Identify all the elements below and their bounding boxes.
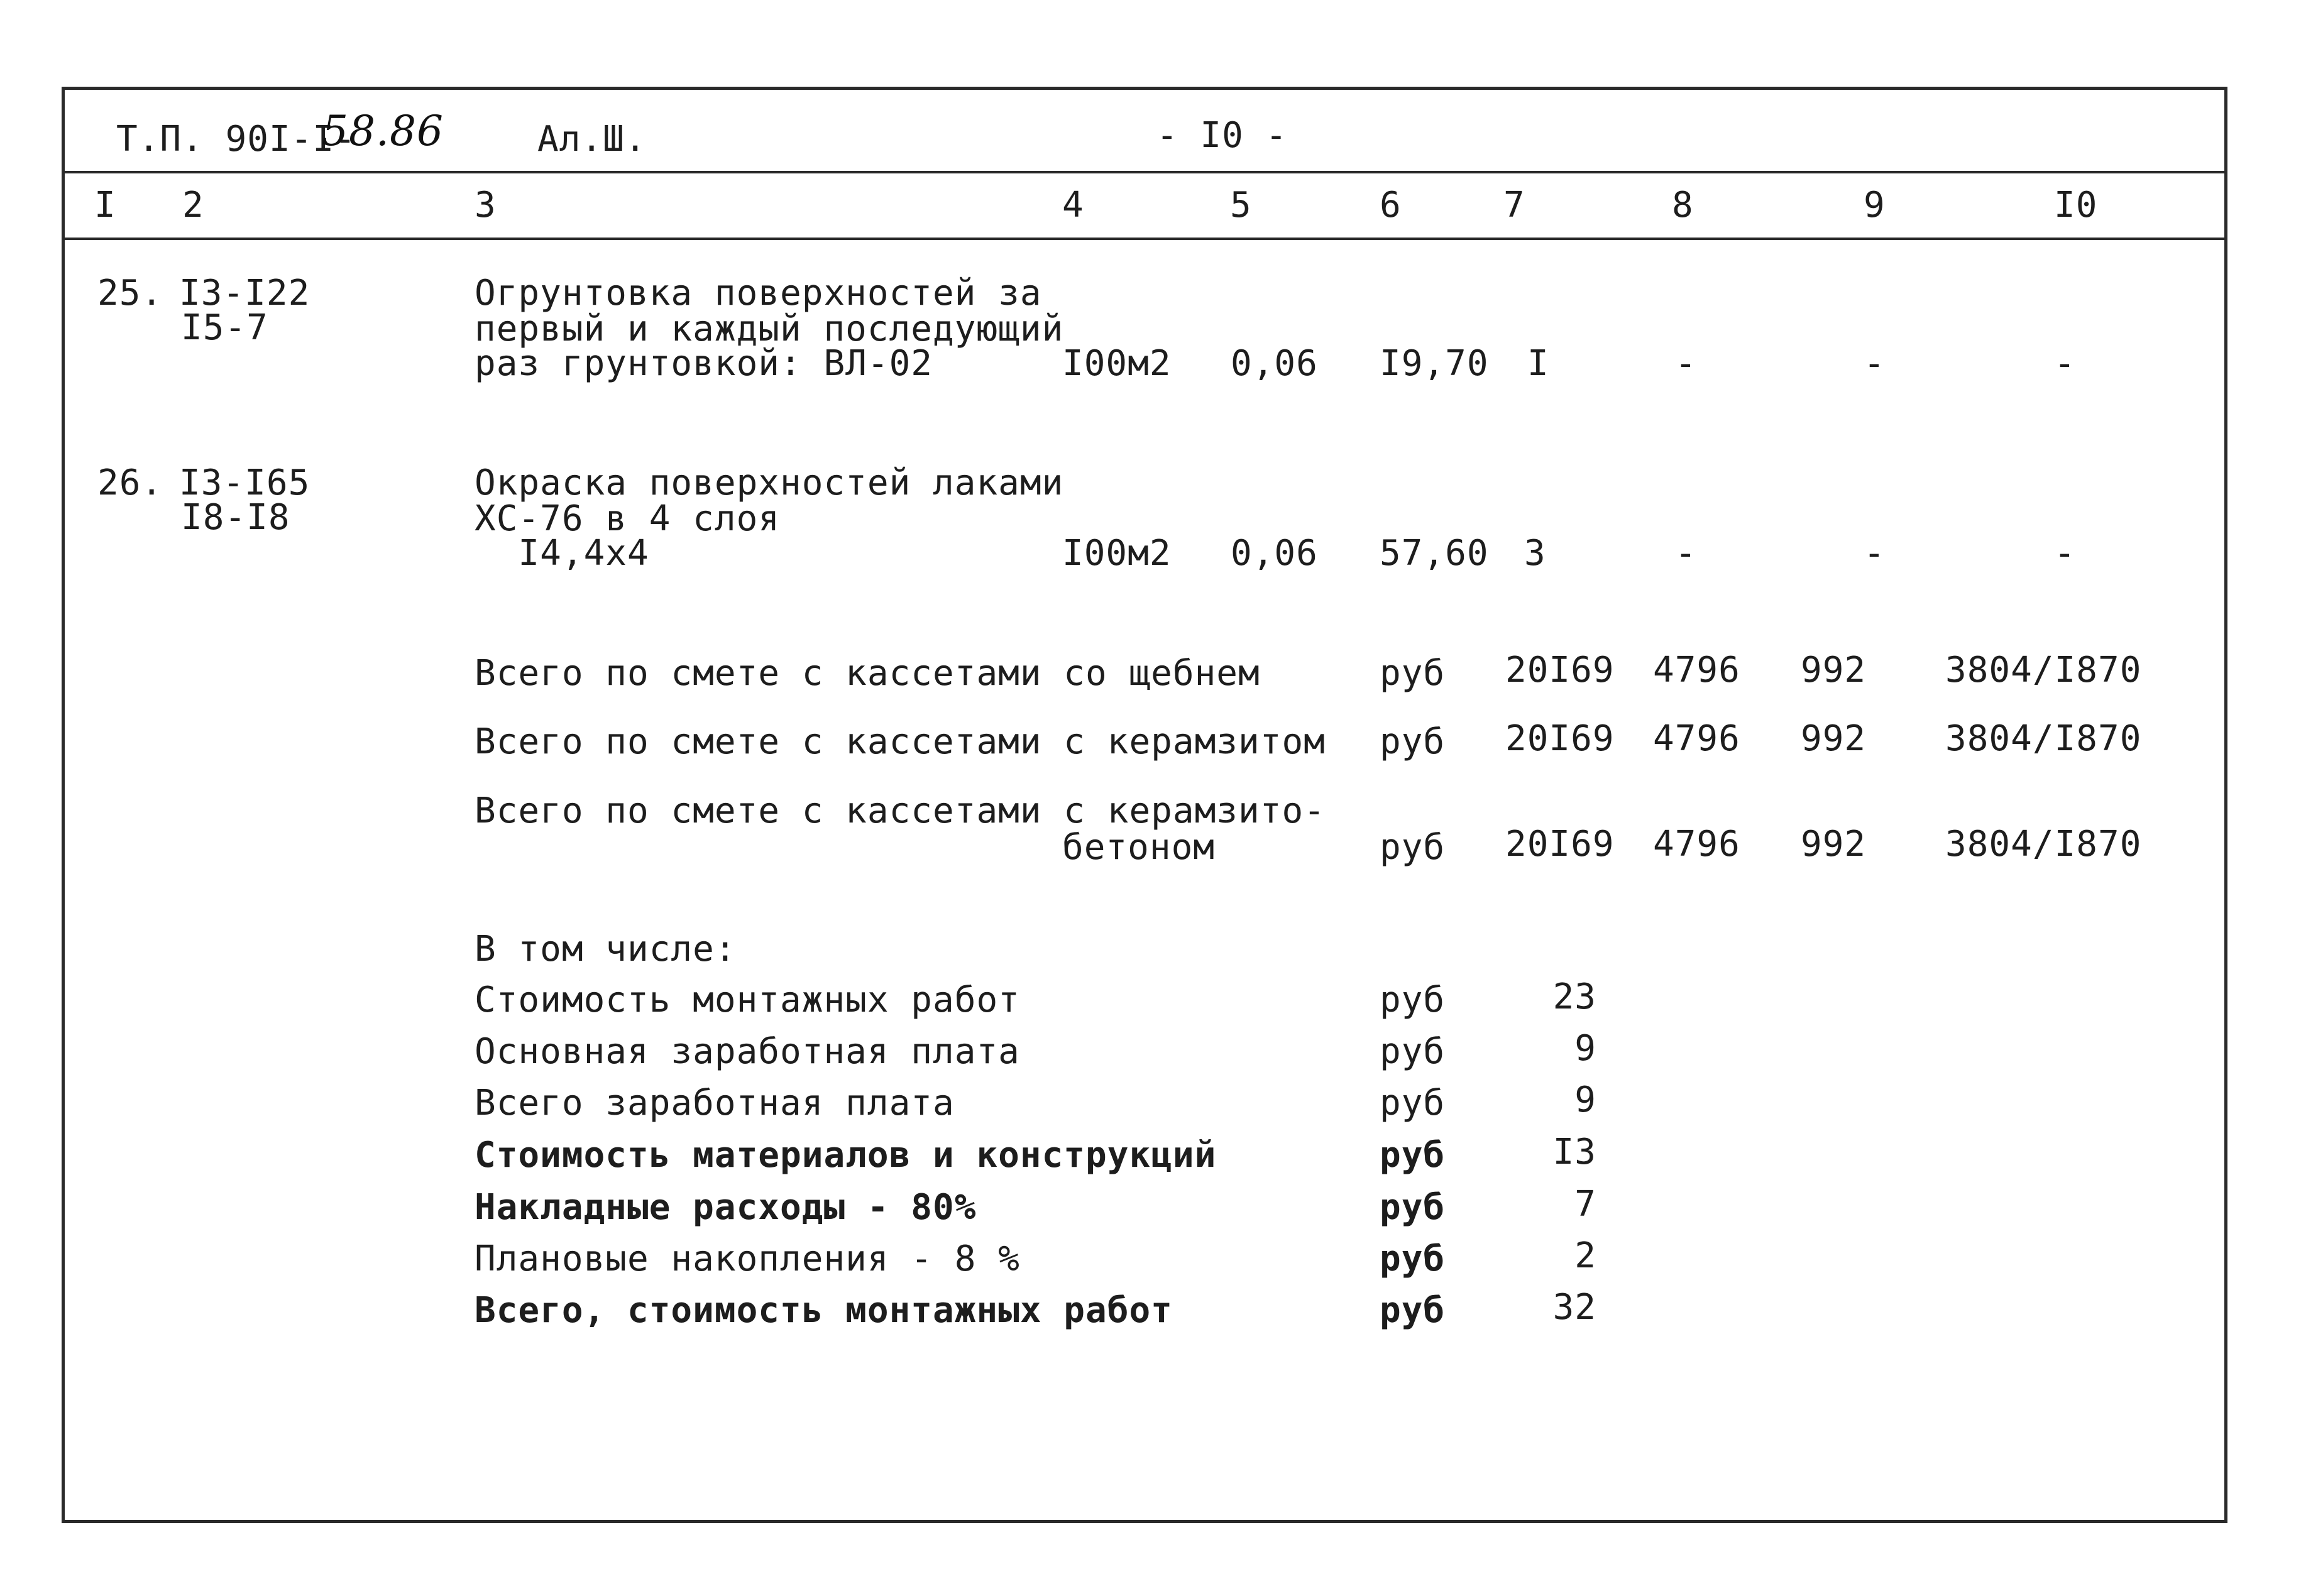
row-col8: - <box>1675 343 1697 384</box>
total-label: Всего по смете с кассетами со щебнем <box>475 653 1260 694</box>
row-code: I3-I22 <box>179 273 310 314</box>
breakdown-value: 23 <box>1552 976 1596 1017</box>
row-col8: - <box>1675 533 1697 574</box>
col-header-2: 2 <box>182 185 204 226</box>
row-quantity: 0,06 <box>1231 343 1318 384</box>
row-col7: 3 <box>1524 533 1546 574</box>
row-unit-price: I9,70 <box>1380 343 1489 384</box>
row-description-line: раз грунтовкой: ВЛ-02 <box>475 343 933 384</box>
col-header-6: 6 <box>1380 185 1402 226</box>
breakdown-label: Основная заработная плата <box>475 1031 1020 1072</box>
total-col10: 3804/I870 <box>1945 824 2142 865</box>
total-col7: 20I69 <box>1505 650 1615 691</box>
total-label-continuation: бетоном <box>1062 827 1216 868</box>
breakdown-unit: руб <box>1380 1083 1446 1123</box>
row-unit-price: 57,60 <box>1380 533 1489 574</box>
col-header-7: 7 <box>1503 185 1525 226</box>
row-col10: - <box>2054 533 2076 574</box>
col-header-5: 5 <box>1230 185 1252 226</box>
total-col8: 4796 <box>1653 650 1740 691</box>
col-header-1: I <box>94 185 116 226</box>
total-col9: 992 <box>1801 824 1867 865</box>
row-quantity: 0,06 <box>1231 533 1318 574</box>
total-label: Всего по смете с кассетами с керамзито- <box>475 790 1326 831</box>
breakdown-value: 9 <box>1574 1028 1596 1069</box>
header-rule <box>62 171 2227 173</box>
column-header-rule <box>62 238 2227 240</box>
row-code: I5-7 <box>181 307 268 348</box>
breakdown-unit: руб <box>1380 1290 1446 1331</box>
row-description-line: первый и каждый последующий <box>475 309 1064 349</box>
breakdown-value: 32 <box>1552 1287 1596 1328</box>
breakdown-unit: руб <box>1380 980 1446 1020</box>
breakdown-label: Всего, стоимость монтажных работ <box>475 1290 1173 1331</box>
total-col8: 4796 <box>1653 718 1740 759</box>
row-description-line: ХС-76 в 4 слоя <box>475 498 781 539</box>
row-col10: - <box>2054 343 2076 384</box>
row-number: 26. <box>97 462 163 503</box>
row-code: I8-I8 <box>181 497 290 538</box>
album-label: Ал.Ш. <box>537 119 647 160</box>
total-col9: 992 <box>1801 650 1867 691</box>
col-header-3: 3 <box>475 185 497 226</box>
total-col7: 20I69 <box>1505 824 1615 865</box>
breakdown-value: I3 <box>1552 1132 1596 1172</box>
breakdown-label: Плановые накопления - 8 % <box>475 1238 1020 1279</box>
page-number: - I0 - <box>1156 115 1288 156</box>
row-col7: I <box>1527 343 1549 384</box>
total-col10: 3804/I870 <box>1945 650 2142 691</box>
breakdown-unit: руб <box>1380 1238 1446 1279</box>
breakdown-unit: руб <box>1380 1187 1446 1228</box>
col-header-9: 9 <box>1864 185 1886 226</box>
total-label: Всего по смете с кассетами с керамзитом <box>475 721 1326 762</box>
breakdown-value: 9 <box>1574 1079 1596 1120</box>
breakdown-label: Накладные расходы - 80% <box>475 1187 977 1228</box>
total-col8: 4796 <box>1653 824 1740 865</box>
total-unit: руб <box>1380 721 1446 762</box>
total-unit: руб <box>1380 827 1446 868</box>
row-number: 25. <box>97 273 163 314</box>
row-description-line: I4,4x4 <box>475 533 649 574</box>
breakdown-heading: В том числе: <box>475 929 737 970</box>
breakdown-value: 2 <box>1574 1235 1596 1276</box>
breakdown-value: 7 <box>1574 1184 1596 1225</box>
row-unit: I00м2 <box>1062 533 1172 574</box>
breakdown-unit: руб <box>1380 1031 1446 1072</box>
breakdown-unit: руб <box>1380 1135 1446 1176</box>
total-col7: 20I69 <box>1505 718 1615 759</box>
row-code: I3-I65 <box>179 462 310 503</box>
row-unit: I00м2 <box>1062 343 1172 384</box>
total-col9: 992 <box>1801 718 1867 759</box>
col-header-8: 8 <box>1672 185 1694 226</box>
breakdown-label: Всего заработная плата <box>475 1083 955 1123</box>
total-col10: 3804/I870 <box>1945 718 2142 759</box>
row-col9: - <box>1864 343 1886 384</box>
breakdown-label: Стоимость монтажных работ <box>475 980 1020 1020</box>
col-header-10: I0 <box>2054 185 2098 226</box>
row-col9: - <box>1864 533 1886 574</box>
breakdown-label: Стоимость материалов и конструкций <box>475 1135 1217 1176</box>
row-description-line: Окраска поверхностей лаками <box>475 462 1064 503</box>
doc-number-handwritten: 58.86 <box>322 107 444 155</box>
col-header-4: 4 <box>1062 185 1084 226</box>
total-unit: руб <box>1380 653 1446 694</box>
row-description-line: Огрунтовка поверхностей за <box>475 273 1042 314</box>
doc-prefix: Т.П. 90I-I- <box>116 119 356 160</box>
